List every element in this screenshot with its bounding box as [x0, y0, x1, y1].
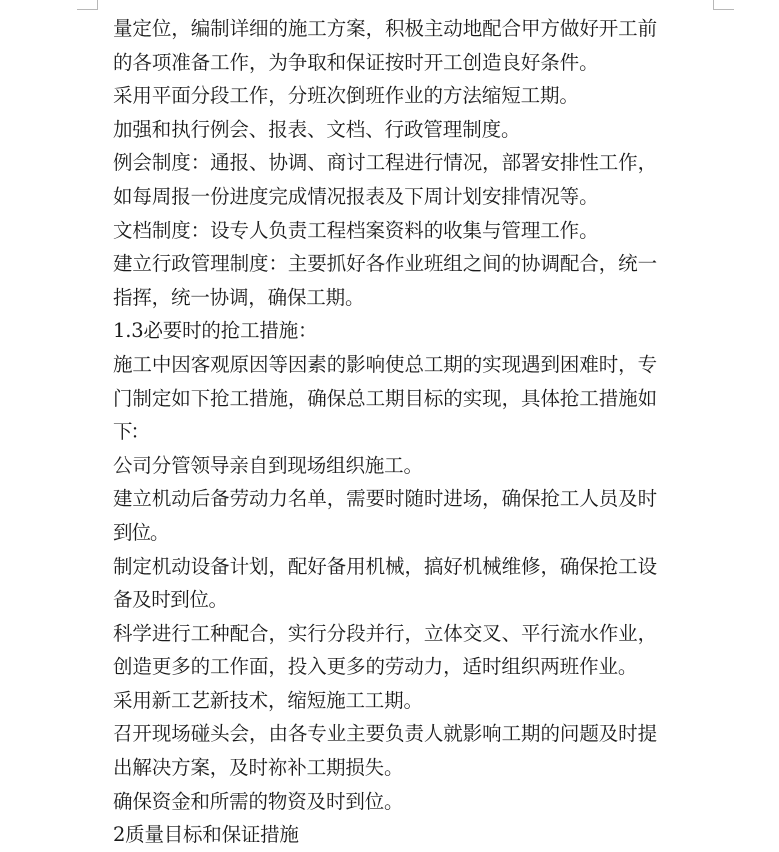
text-line: 创造更多的工作面，投入更多的劳动力，适时组织两班作业。 — [113, 655, 638, 679]
text-line: 确保资金和所需的物资及时到位。 — [113, 789, 404, 813]
text-line: 量定位，编制详细的施工方案，积极主动地配合甲方做好开工前 — [113, 17, 658, 40]
text-line: 出解决方案，及时祢补工期损失。 — [113, 756, 404, 780]
text-line: 召开现场碰头会，由各专业主要负责人就影响工期的问题及时提 — [113, 722, 658, 746]
text-line: 公司分管领导亲自到现场组织施工。 — [113, 453, 423, 477]
page-corner-mark-right — [713, 0, 734, 10]
text-line: 采用平面分段工作，分班次倒班作业的方法缩短工期。 — [113, 84, 579, 108]
text-line: 采用新工艺新技术，缩短施工工期。 — [113, 688, 423, 712]
text-line: 加强和执行例会、报表、文档、行政管理制度。 — [113, 117, 521, 141]
text-line: 建立机动后备劳动力名单，需要时随时进场，确保抢工人员及时 — [113, 487, 658, 511]
text-line: 制定机动设备计划，配好备用机械，搞好机械维修，确保抢工设 — [113, 554, 658, 578]
text-line: 门制定如下抢工措施，确保总工期目标的实现，具体抢工措施如 — [113, 386, 658, 410]
text-line: 施工中因客观原因等因素的影响使总工期的实现遇到困难时，专 — [113, 352, 658, 376]
text-line: 例会制度：通报、协调、商讨工程进行情况，部署安排性工作， — [113, 151, 658, 175]
document-body — [113, 12, 713, 852]
text-line: 下： — [113, 420, 149, 444]
text-line: 到位。 — [113, 520, 169, 544]
text-line: 文档制度：设专人负责工程档案资料的收集与管理工作。 — [113, 218, 599, 242]
text-line: 科学进行工种配合，实行分段并行，立体交叉、平行流水作业， — [113, 621, 658, 645]
text-line: 的各项准备工作，为争取和保证按时开工创造良好条件。 — [113, 50, 599, 74]
text-line: 备及时到位。 — [113, 588, 228, 612]
text-line: 建立行政管理制度：主要抓好各作业班组之间的协调配合，统一 — [113, 252, 658, 276]
text-line: 如每周报一份进度完成情况报表及下周计划安排情况等。 — [113, 184, 599, 208]
section-heading: 2质量目标和保证措施 — [113, 823, 299, 847]
page-corner-mark-left — [77, 0, 98, 10]
section-heading: 1.3必要时的抢工措施： — [113, 319, 318, 343]
text-line: 指挥，统一协调，确保工期。 — [113, 285, 365, 309]
